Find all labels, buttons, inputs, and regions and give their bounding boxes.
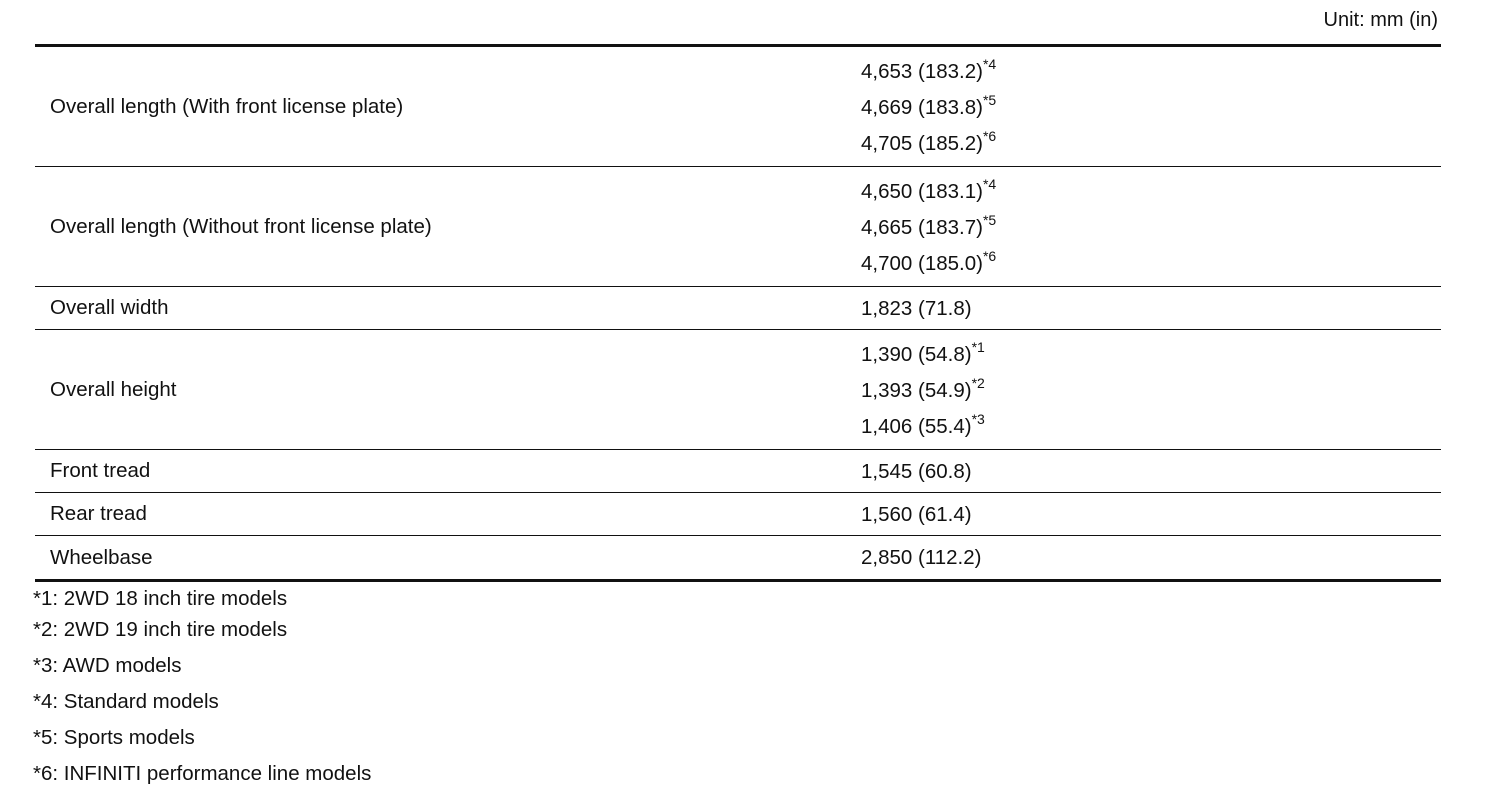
row-label: Rear tread bbox=[50, 502, 147, 525]
footnote-ref: *4 bbox=[982, 55, 997, 72]
row-label: Overall length (Without front license plate) bbox=[50, 214, 432, 238]
value-line bbox=[861, 450, 1441, 493]
footnote: *2: 2WD 19 inch tire models bbox=[33, 618, 288, 641]
value-text: 1,560 (61.4) bbox=[861, 502, 972, 526]
footnote: *3: AWD models bbox=[33, 654, 182, 677]
value-text: 4,665 (183.7) bbox=[861, 215, 983, 239]
value-line bbox=[861, 126, 1441, 162]
value-text: 1,823 (71.8) bbox=[861, 296, 972, 320]
value-line bbox=[861, 246, 1441, 282]
value-text: 1,545 (60.8) bbox=[861, 459, 972, 483]
footnote-ref: *2 bbox=[971, 374, 985, 391]
table-row bbox=[35, 450, 1441, 493]
unit-label: Unit: mm (in) bbox=[1323, 9, 1438, 31]
table-row bbox=[35, 287, 1441, 330]
value-text: 2,850 (112.2) bbox=[861, 546, 982, 569]
row-values bbox=[861, 536, 1441, 579]
value-line bbox=[861, 174, 1441, 210]
row-values bbox=[861, 172, 1441, 282]
footnote-ref: *5 bbox=[982, 91, 997, 108]
footnote: *1: 2WD 18 inch tire models bbox=[33, 587, 288, 610]
value-line bbox=[861, 210, 1441, 246]
value-line bbox=[861, 337, 1441, 373]
footnote: *4: Standard models bbox=[33, 690, 219, 713]
row-values bbox=[861, 52, 1441, 162]
row-label: Overall width bbox=[50, 296, 169, 319]
footnote-ref: *5 bbox=[982, 211, 997, 228]
footnotes bbox=[33, 586, 371, 797]
value-line bbox=[861, 536, 1441, 579]
table-row bbox=[35, 330, 1441, 450]
footnote-ref: *4 bbox=[982, 175, 997, 192]
value-line bbox=[861, 54, 1441, 90]
footnote-ref: *1 bbox=[971, 338, 985, 355]
table-row bbox=[35, 167, 1441, 287]
table-row bbox=[35, 493, 1441, 536]
row-label: Front tread bbox=[50, 459, 151, 482]
row-label: Overall height bbox=[50, 377, 177, 401]
value-line bbox=[861, 409, 1441, 445]
value-text: 1,406 (55.4) bbox=[861, 414, 972, 438]
footnote: *5: Sports models bbox=[33, 726, 195, 749]
row-values bbox=[861, 287, 1441, 330]
row-label: Wheelbase bbox=[50, 545, 153, 569]
value-text: 1,390 (54.8) bbox=[861, 342, 972, 366]
table-row bbox=[35, 47, 1441, 167]
footnote: *6: INFINITI performance line models bbox=[33, 762, 372, 785]
row-values bbox=[861, 335, 1441, 445]
row-label: Overall length (With front license plate) bbox=[50, 94, 404, 118]
footnote-ref: *6 bbox=[982, 247, 997, 264]
value-text: 4,650 (183.1) bbox=[861, 179, 983, 203]
value-line bbox=[861, 287, 1441, 330]
value-line bbox=[861, 90, 1441, 126]
dimensions-table bbox=[35, 44, 1441, 582]
value-line bbox=[861, 493, 1441, 536]
value-text: 4,705 (185.2) bbox=[861, 131, 983, 155]
value-line bbox=[861, 373, 1441, 409]
value-text: 4,669 (183.8) bbox=[861, 95, 983, 119]
value-text: 4,700 (185.0) bbox=[861, 251, 983, 275]
value-text: 1,393 (54.9) bbox=[861, 378, 972, 402]
row-values bbox=[861, 450, 1441, 493]
footnote-ref: *6 bbox=[982, 127, 997, 144]
footnote-ref: *3 bbox=[971, 410, 985, 427]
value-text: 4,653 (183.2) bbox=[861, 59, 983, 83]
table-row bbox=[35, 536, 1441, 579]
row-values bbox=[861, 493, 1441, 536]
